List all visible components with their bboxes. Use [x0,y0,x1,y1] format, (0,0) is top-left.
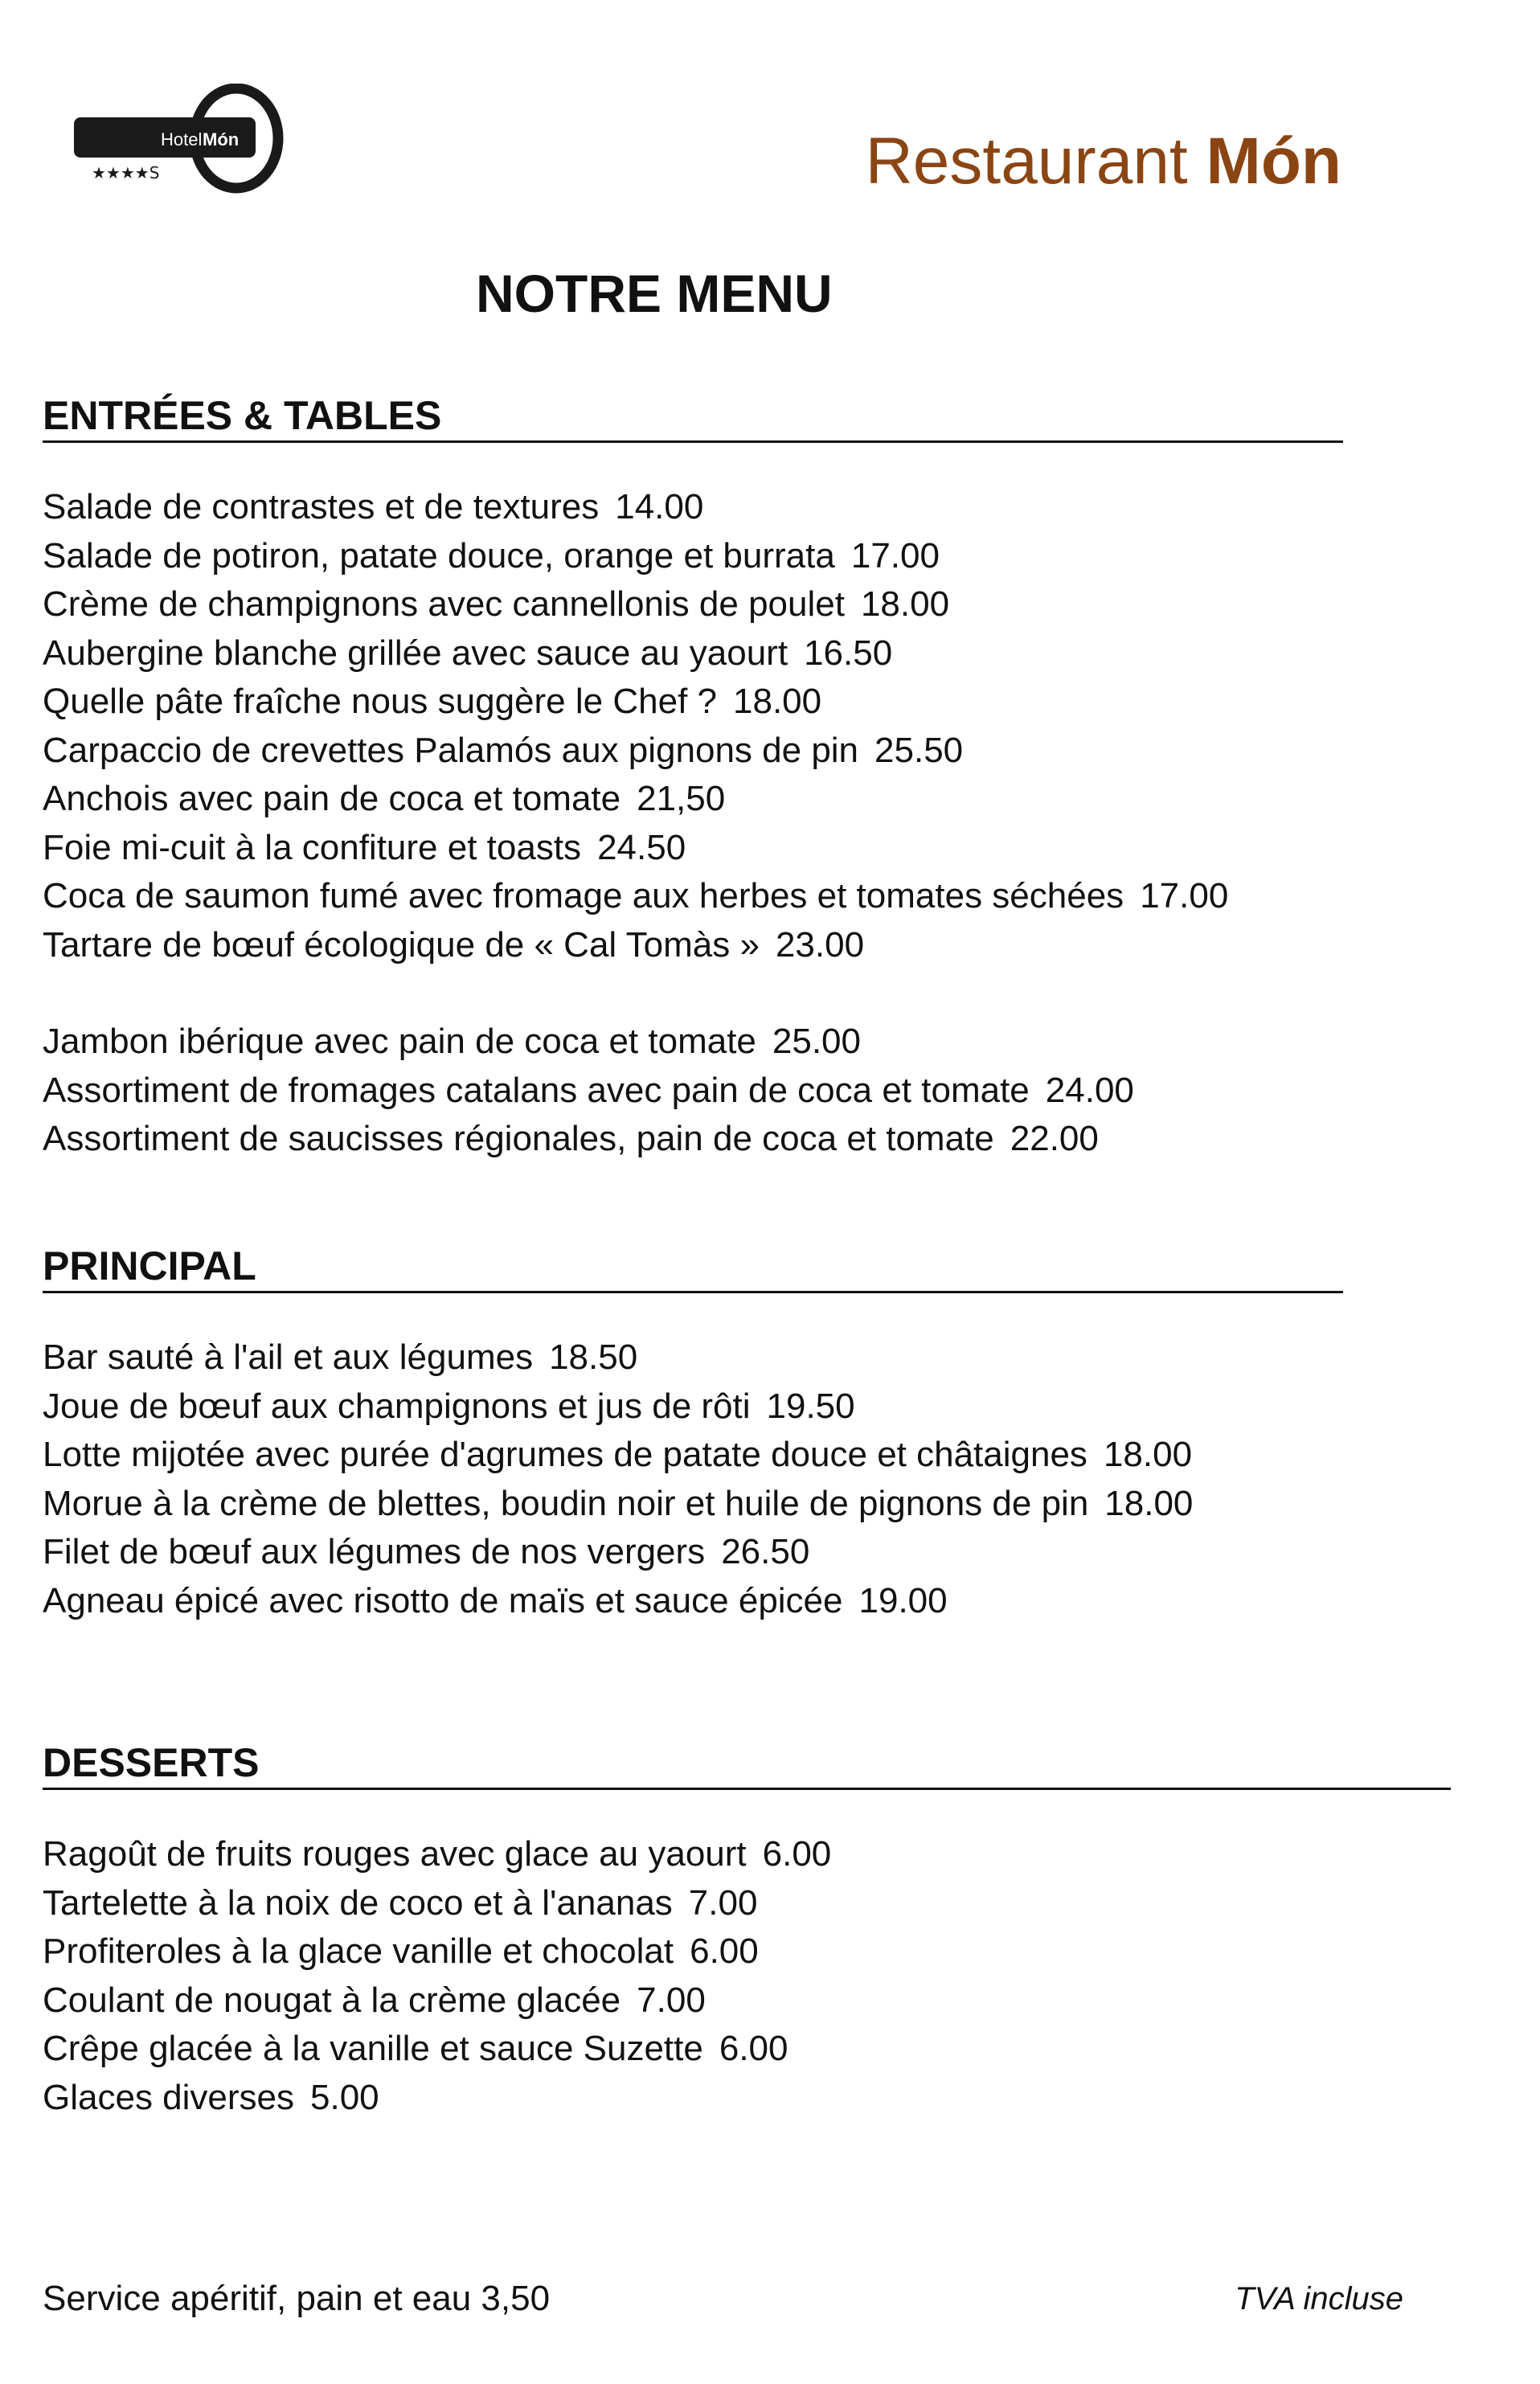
item-name: Assortiment de fromages catalans avec pain de coca et tomate [43,1070,1030,1110]
section-title-principal: PRINCIPAL [43,1246,1343,1293]
item-price: 26.50 [721,1532,810,1571]
item-price: 17.00 [1140,876,1229,916]
item-price: 14.00 [615,487,704,526]
item-price: 5.00 [310,2077,379,2117]
item-price: 18.50 [549,1337,638,1377]
item-price: 18.00 [733,682,822,721]
item-price: 18.00 [860,584,950,624]
list-item [43,1333,1343,1382]
item-price: 6.00 [690,1931,759,1971]
tax-note: TVA incluse [1235,2281,1403,2316]
list-item [43,775,1343,824]
item-name: Salade de potiron, patate douce, orange et burrata [43,535,835,576]
item-price: 7.00 [637,1980,706,2020]
list-item [43,824,1343,873]
list-item [43,483,1343,532]
item-name: Agneau épicé avec risotto de maïs et sauce épicée [43,1580,843,1620]
restaurant-word: Restaurant [865,125,1188,198]
item-price: 17.00 [850,535,940,576]
list-item [43,1976,1451,2026]
item-price: 25.50 [874,730,964,770]
list-item [43,1115,1343,1164]
item-name: Crêpe glacée à la vanille et sauce Suzette [43,2029,703,2068]
item-price: 25.00 [772,1022,861,1061]
list-item [43,2025,1451,2074]
item-name: Morue à la crème de blettes, boudin noir et huile de pignons de pin [43,1483,1089,1523]
item-price: 7.00 [688,1882,758,1923]
principal-list [43,1333,1343,1625]
desserts-list [43,1830,1451,2122]
item-name: Aubergine blanche grillée avec sauce au yaourt [43,633,788,673]
item-name: Crème de champignons avec cannellonis de poulet [43,584,845,624]
item-name: Lotte mijotée avec purée d'agrumes de patate douce et châtaignes [43,1435,1087,1474]
logo-hotel-text: Hotel [161,129,203,150]
item-name: Salade de contrastes et de textures [43,487,600,526]
item-price: 6.00 [719,2029,788,2068]
item-name: Filet de bœuf aux légumes de nos vergers [43,1532,706,1571]
entrees-list-1 [43,483,1343,969]
item-price: 24.50 [597,827,686,867]
item-name: Tartare de bœuf écologique de « Cal Tomàs » [43,924,760,965]
restaurant-name: Món [1206,125,1341,198]
item-name: Profiteroles à la glace vanille et chocolat [43,1931,674,1971]
list-item [43,872,1343,921]
list-item [43,1382,1343,1432]
section-title-desserts: DESSERTS [43,1743,1451,1790]
list-item [43,2074,1451,2123]
item-price: 6.00 [762,1834,832,1874]
item-price: 19.00 [858,1580,948,1620]
list-item [43,1879,1451,1928]
item-name: Glaces diverses [43,2077,295,2117]
item-name: Anchois avec pain de coca et tomate [43,779,621,818]
section-principal [43,1243,1343,1625]
item-name: Carpaccio de crevettes Palamós aux pignons de pin [43,730,859,770]
item-name: Quelle pâte fraîche nous suggère le Chef ? [43,682,717,721]
list-item [43,1927,1451,1976]
section-desserts [43,1740,1451,2122]
item-name: Coulant de nougat à la crème glacée [43,1980,621,2020]
list-item [43,532,1343,581]
list-item [43,1067,1343,1116]
item-name: Tartelette à la noix de coco et à l'ananas [43,1882,673,1923]
entrees-list-2 [43,1018,1343,1164]
list-item [43,921,1343,970]
list-item [43,580,1343,629]
item-price: 18.00 [1103,1435,1193,1474]
list-item [43,1528,1343,1577]
item-price: 16.50 [804,633,893,673]
list-item [43,1018,1343,1067]
item-name: Bar sauté à l'ail et aux légumes [43,1337,534,1377]
section-title-entrees: ENTRÉES & TABLES [43,395,1343,443]
list-item [43,1480,1343,1529]
item-price: 21,50 [637,779,726,818]
hotel-mon-logo [74,84,307,196]
section-entrees [43,395,1343,1164]
list-item [43,678,1343,727]
item-price: 19.50 [766,1386,855,1426]
item-price: 18.00 [1104,1483,1194,1523]
item-name: Assortiment de saucisses régionales, pain de coca et tomate [43,1119,994,1158]
list-item [43,727,1343,776]
list-item [43,1431,1343,1480]
list-item [43,1830,1451,1879]
item-price: 22.00 [1010,1119,1099,1158]
logo-stars-text: ★★★★S [92,163,160,182]
restaurant-title [865,125,1341,198]
item-name: Jambon ibérique avec pain de coca et tomate [43,1022,756,1061]
list-item [43,1577,1343,1626]
item-name: Foie mi-cuit à la confiture et toasts [43,827,582,867]
item-price: 24.00 [1045,1070,1134,1110]
list-item [43,629,1343,678]
menu-title: NOTRE MENU [476,264,833,323]
item-name: Joue de bœuf aux champignons et jus de rôti [43,1386,751,1426]
item-name: Coca de saumon fumé avec fromage aux herbes et tomates séchées [43,876,1124,916]
item-price: 23.00 [775,924,865,965]
logo-mon-text: Món [203,129,240,150]
service-note: Service apéritif, pain et eau 3,50 [43,2279,551,2318]
item-name: Ragoût de fruits rouges avec glace au yaourt [43,1834,747,1874]
